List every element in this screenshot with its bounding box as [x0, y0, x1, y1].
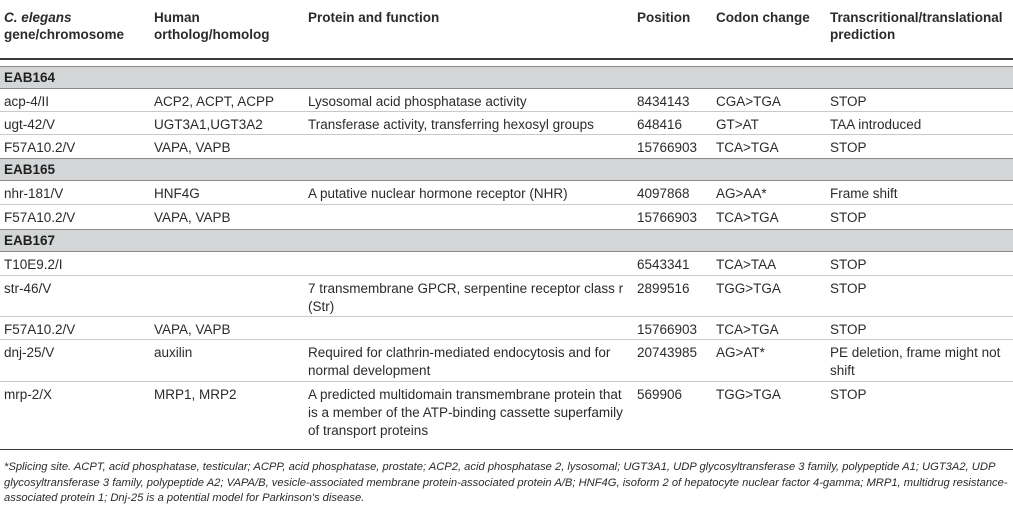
cell-function: Transferase activity, transferring hexosyl groups [308, 117, 594, 132]
cell-prediction: STOP [830, 281, 867, 296]
cell-codon: TGG>TGA [716, 387, 781, 402]
cell-codon: AG>AA* [716, 186, 767, 201]
cell-position: 6543341 [637, 257, 690, 272]
group-row [0, 158, 1013, 181]
header-gene-chromosome: C. elegans gene/chromosome [4, 10, 125, 42]
cell-codon: TGG>TGA [716, 281, 781, 296]
cell-prediction: STOP [830, 210, 867, 225]
table-row [0, 276, 1013, 317]
cell-prediction: Frame shift [830, 186, 898, 201]
table-header [0, 0, 1013, 60]
cell-gene: dnj-25/V [4, 345, 55, 360]
cell-function: Required for clathrin-mediated endocytosis and for normal development [308, 345, 611, 378]
cell-codon: TCA>TGA [716, 140, 779, 155]
table-row [0, 340, 1013, 382]
cell-function: 7 transmembrane GPCR, serpentine receptor class r (Str) [308, 281, 624, 314]
group-label: EAB167 [4, 233, 56, 248]
header-protein-function: Protein and function [308, 10, 440, 25]
cell-ortholog: VAPA, VAPB [154, 210, 231, 225]
cell-position: 15766903 [637, 210, 698, 225]
cell-gene: ugt-42/V [4, 117, 56, 132]
cell-position: 8434143 [637, 94, 690, 109]
cell-codon: CGA>TGA [716, 94, 781, 109]
cell-codon: AG>AT* [716, 345, 765, 360]
header-human-ortholog: Human ortholog/homolog [154, 10, 270, 42]
cell-codon: TCA>TGA [716, 322, 779, 337]
cell-ortholog: HNF4G [154, 186, 200, 201]
cell-gene: T10E9.2/I [4, 257, 63, 272]
cell-codon: TCA>TAA [716, 257, 777, 272]
cell-gene: acp-4/II [4, 94, 50, 109]
cell-function: A putative nuclear hormone receptor (NHR) [308, 186, 568, 201]
cell-ortholog: UGT3A1,UGT3A2 [154, 117, 263, 132]
cell-ortholog: auxilin [154, 345, 193, 360]
cell-prediction: STOP [830, 94, 867, 109]
cell-position: 15766903 [637, 140, 698, 155]
cell-position: 2899516 [637, 281, 690, 296]
table-row [0, 205, 1013, 229]
table-footnote: *Splicing site. ACPT, acid phosphatase, testicular; ACPP, acid phosphatase, prostate; ACP2, acid phosphatase 2, lysosomal; UGT3A1, UDP glycosyltransferase 3 family, polypeptide A1; UGT3A2, UDP glycosyltransferase 3 family, polypeptide A2; VAPA/B, vesicle-associated membrane protein-associated protein A/B; HNF4G, isoform 2 of hepatocyte nuclear factor 4-gamma; MRP1, multidrug resistance-associated protein 1; Dnj-25 is a potential model for Parkinson's disease. [4, 461, 1008, 504]
cell-position: 4097868 [637, 186, 690, 201]
group-label: EAB164 [4, 70, 56, 85]
header-prediction: Transcritional/translational prediction [830, 10, 1003, 42]
cell-prediction: STOP [830, 257, 867, 272]
cell-gene: mrp-2/X [4, 387, 53, 402]
cell-position: 648416 [637, 117, 683, 132]
cell-prediction: TAA introduced [830, 117, 922, 132]
table-row [0, 317, 1013, 340]
cell-ortholog: ACP2, ACPT, ACPP [154, 94, 275, 109]
cell-prediction: STOP [830, 322, 867, 337]
cell-function: Lysosomal acid phosphatase activity [308, 94, 527, 109]
cell-prediction: STOP [830, 387, 867, 402]
table-row [0, 252, 1013, 276]
group-row [0, 66, 1013, 89]
table-row [0, 181, 1013, 205]
cell-function: A predicted multidomain transmembrane protein that is a member of the ATP-binding cassette superfamily of transport proteins [308, 387, 623, 438]
header-codon-change: Codon change [716, 10, 810, 25]
cell-gene: str-46/V [4, 281, 52, 296]
cell-position: 20743985 [637, 345, 698, 360]
table-row [0, 112, 1013, 135]
cell-prediction: PE deletion, frame might not shift [830, 345, 1001, 378]
cell-position: 15766903 [637, 322, 698, 337]
table-row [0, 89, 1013, 112]
cell-ortholog: VAPA, VAPB [154, 322, 231, 337]
cell-codon: GT>AT [716, 117, 759, 132]
cell-gene: F57A10.2/V [4, 322, 76, 337]
group-row [0, 229, 1013, 252]
cell-gene: F57A10.2/V [4, 210, 76, 225]
cell-gene: F57A10.2/V [4, 140, 76, 155]
group-label: EAB165 [4, 162, 56, 177]
cell-position: 569906 [637, 387, 683, 402]
cell-ortholog: MRP1, MRP2 [154, 387, 237, 402]
header-position: Position [637, 10, 691, 25]
table-row [0, 382, 1013, 449]
cell-prediction: STOP [830, 140, 867, 155]
cell-codon: TCA>TGA [716, 210, 779, 225]
table-row [0, 135, 1013, 158]
table-bottom-rule [0, 449, 1013, 450]
cell-ortholog: VAPA, VAPB [154, 140, 231, 155]
cell-gene: nhr-181/V [4, 186, 64, 201]
